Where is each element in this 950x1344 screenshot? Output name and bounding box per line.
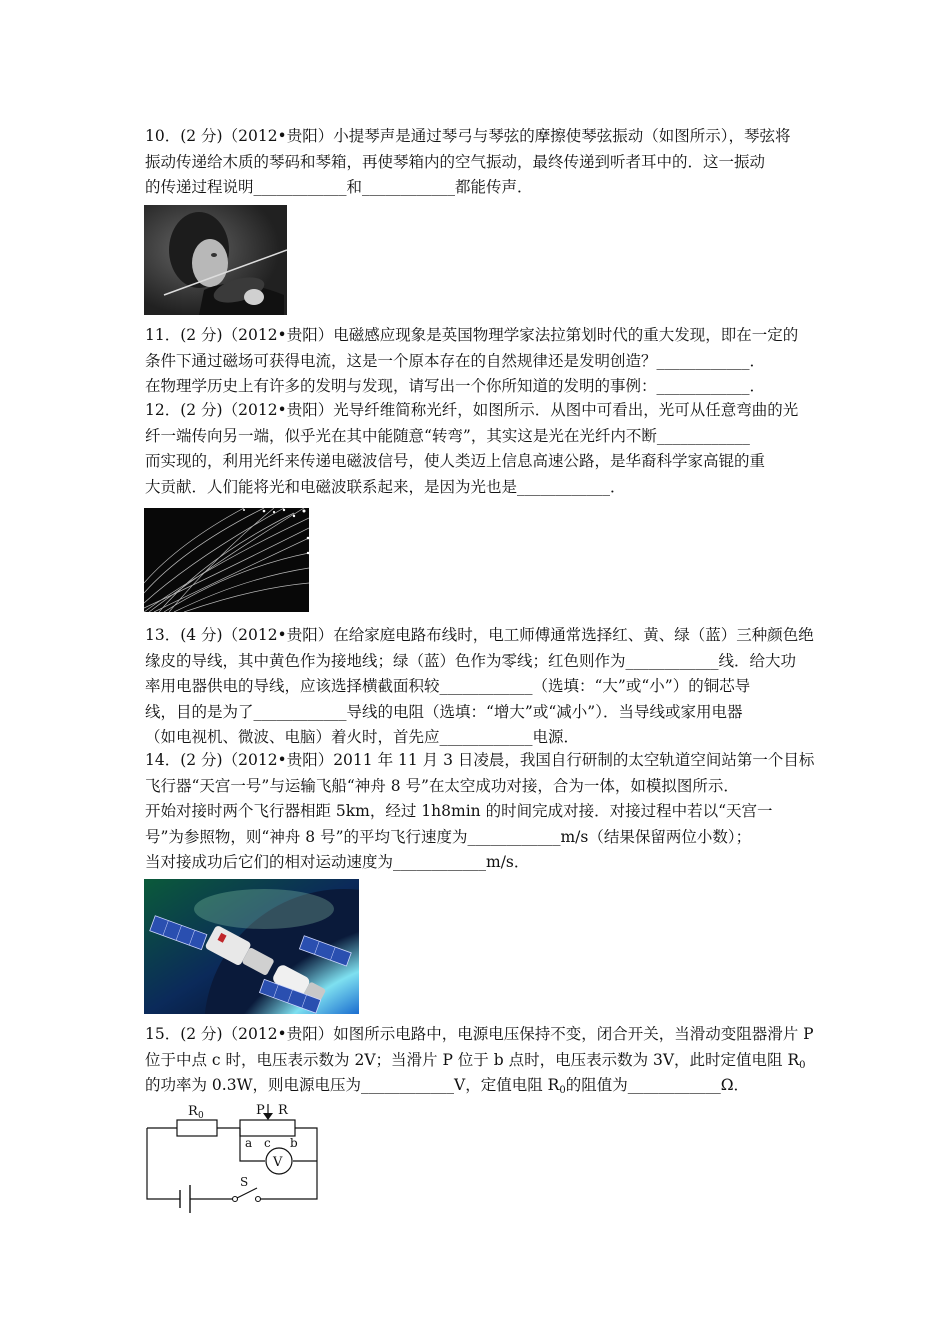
question-12 <box>145 398 813 500</box>
question-15-line-3 <box>145 1073 813 1099</box>
question-12-line-4: 大贡献．人们能将光和电磁波联系起来，是因为光也是____________． <box>145 477 626 496</box>
question-14-line-1: 14．(2 分)（2012•贵阳）2011 年 11 月 3 日凌晨，我国自行研制的太空轨道空间站第一个目标 <box>145 751 815 769</box>
question-12-line-3: 而实现的，利用光纤来传递电磁波信号，使人类迈上信息高速公路，是华裔科学家高锟的重 <box>145 452 766 470</box>
question-13-line-4: 线，目的是为了____________导线的电阻（选填：“增大”或“减小”）．当导线或家用电器 <box>145 702 743 721</box>
question-13-line-2: 缘皮的导线，其中黄色作为接地线；绿（蓝）色作为零线；红色则作为____________线．给大功 <box>145 651 797 670</box>
question-15-line-2 <box>145 1048 813 1074</box>
question-11 <box>145 323 813 400</box>
question-14-line-5: 当对接成功后它们的相对运动速度为____________m/s． <box>145 853 530 871</box>
switch-contact-left <box>233 1197 238 1202</box>
question-13-line-5: （如电视机、微波、电脑）着火时，首先应____________电源． <box>145 728 580 746</box>
label-r0: R <box>188 1104 198 1119</box>
question-10 <box>145 124 813 201</box>
label-p: P <box>256 1103 265 1118</box>
question-10-line-3: 的传递过程说明____________和____________都能传声． <box>145 178 533 196</box>
label-r0-subscript: 0 <box>198 1111 204 1121</box>
question-13 <box>145 623 813 751</box>
label-c: c <box>264 1136 271 1150</box>
question-15-line-2-text: 位于中点 c 时，电压表示数为 2V；当滑片 P 位于 b 点时，电压表示数为 3V，此时定值电阻 R <box>145 1050 800 1069</box>
circuit-diagram <box>140 1100 330 1220</box>
question-15 <box>145 1022 813 1099</box>
violin-photo <box>144 205 287 315</box>
question-14-line-2: 飞行器“天宫一号”与运输飞船“神舟 8 号”在太空成功对接，合为一体，如模拟图所示． <box>145 776 739 795</box>
switch-contact-right <box>256 1197 261 1202</box>
question-14-line-4: 号”为参照物，则“神舟 8 号”的平均飞行速度为____________m/s（结果保留两位小数）； <box>145 827 752 846</box>
question-13-line-3: 率用电器供电的导线，应该选择横截面积较____________（选填：“大”或“小”）的铜芯导 <box>145 677 751 695</box>
question-13-line-1: 13．(4 分)（2012•贵阳）在给家庭电路布线时，电工师傅通常选择红、黄、绿（蓝）三种颜色绝 <box>145 626 814 644</box>
label-a: a <box>245 1136 253 1150</box>
question-14-line-3: 开始对接时两个飞行器相距 5km，经过 1h8min 的时间完成对接．对接过程中若以“天宫一 <box>145 802 773 820</box>
resistor-r0 <box>177 1120 217 1136</box>
question-12-line-2: 纤一端传向另一端，似乎光在其中能随意“转弯”，其实这是光在光纤内不断____________ <box>145 426 750 445</box>
question-11-line-3: 在物理学历史上有许多的发明与发现，请写出一个你所知道的发明的事例：____________． <box>145 377 766 395</box>
subscript-zero: 0 <box>559 1085 566 1096</box>
subscript-zero: 0 <box>799 1059 806 1071</box>
wire-left <box>147 1128 180 1199</box>
question-11-line-2: 条件下通过磁场可获得电流，这是一个原本存在的自然规律还是发明创造？____________． <box>145 351 766 370</box>
label-r: R <box>278 1103 288 1118</box>
question-10-line-2: 振动传递给木质的琴码和琴箱，再使琴箱内的空气振动，最终传递到听者耳中的．这一振动 <box>145 152 766 171</box>
label-b: b <box>290 1136 298 1150</box>
question-15-line-1: 15．(2 分)（2012•贵阳）如图所示电路中，电源电压保持不变，闭合开关，当滑动变阻器滑片 P <box>145 1025 814 1043</box>
question-14 <box>145 748 813 876</box>
label-v: V <box>273 1155 283 1170</box>
question-11-line-1: 11．(2 分)（2012•贵阳）电磁感应现象是英国物理学家法拉第划时代的重大发现，即在一定的 <box>145 326 799 344</box>
space-docking-illustration <box>144 879 359 1014</box>
optical-fiber-photo <box>144 508 309 612</box>
label-s: S <box>240 1175 249 1189</box>
question-12-line-1: 12．(2 分)（2012•贵阳）光导纤维简称光纤，如图所示．从图中可看出，光可从任意弯曲的光 <box>145 401 799 419</box>
rheostat-r <box>240 1120 295 1136</box>
question-10-line-1: 10．(2 分)（2012•贵阳）小提琴声是通过琴弓与琴弦的摩擦使琴弦振动（如图所示），琴弦将 <box>145 127 791 145</box>
question-15-line-3-text-b: 的阻值为____________Ω． <box>565 1076 750 1094</box>
switch-s-lever <box>237 1188 257 1198</box>
question-15-line-3-text-a: 的功率为 0.3W，则电源电压为____________V，定值电阻 R <box>145 1076 560 1094</box>
